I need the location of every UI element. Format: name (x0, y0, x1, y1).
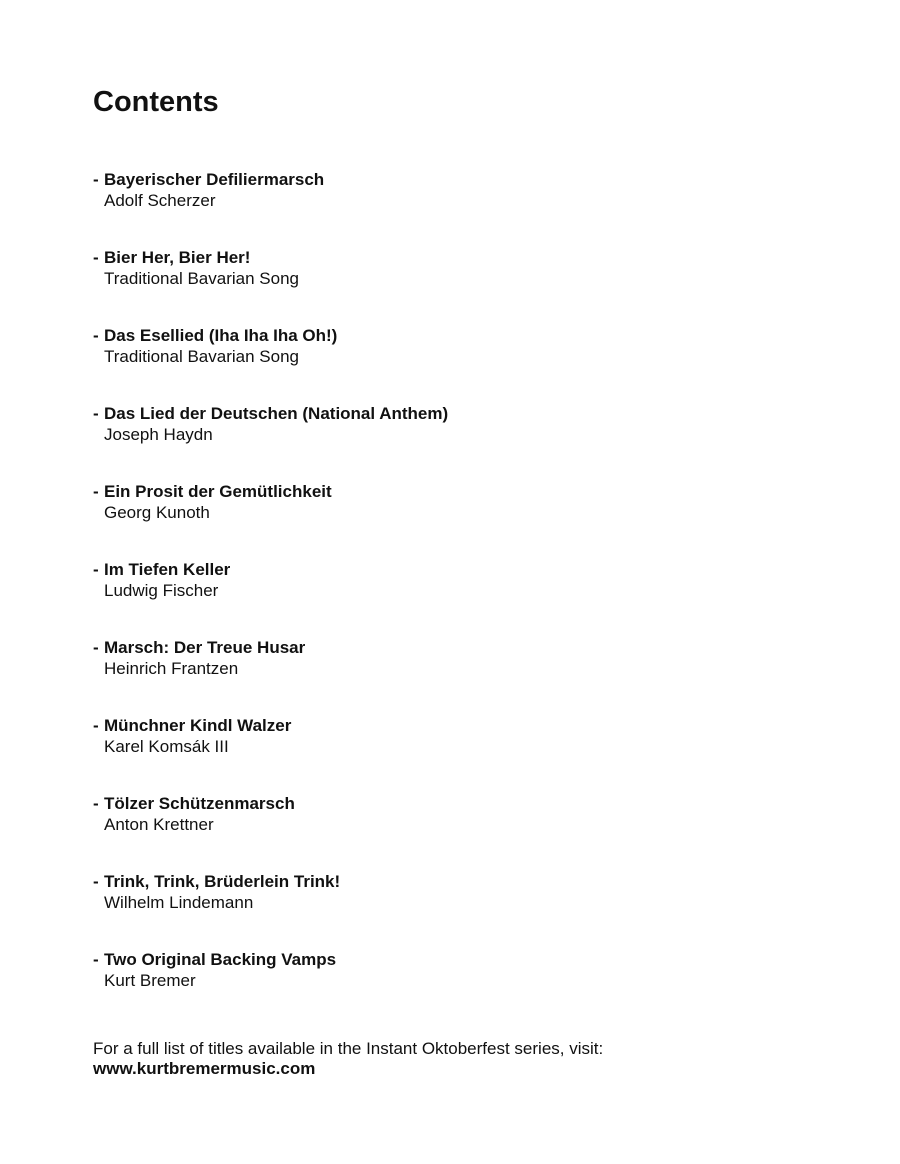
entry-composer: Georg Kunoth (104, 503, 210, 522)
entry-title-line (93, 326, 793, 346)
entry-composer: Adolf Scherzer (104, 191, 216, 210)
entry-composer: Ludwig Fischer (104, 581, 219, 600)
entry-title-line (93, 638, 793, 658)
entry-dash: - (93, 638, 99, 657)
entry-title-line (93, 248, 793, 268)
entry-composer: Anton Krettner (104, 815, 214, 834)
entry-title: Das Lied der Deutschen (National Anthem) (104, 404, 449, 423)
entry-dash: - (93, 872, 99, 891)
contents-list (93, 170, 793, 1028)
entry-dash: - (93, 560, 99, 579)
contents-entry (93, 872, 793, 950)
entry-dash: - (93, 326, 99, 345)
page-title: Contents (93, 86, 219, 118)
entry-composer: Kurt Bremer (104, 971, 196, 990)
entry-title: Bayerischer Defiliermarsch (104, 170, 325, 189)
entry-title-line (93, 404, 793, 424)
entry-title-line (93, 950, 793, 970)
entry-composer: Heinrich Frantzen (104, 659, 239, 678)
entry-dash: - (93, 794, 99, 813)
entry-composer: Traditional Bavarian Song (104, 347, 299, 366)
contents-entry (93, 326, 793, 404)
entry-title-line (93, 170, 793, 190)
entry-dash: - (93, 716, 99, 735)
entry-composer: Wilhelm Lindemann (104, 893, 254, 912)
entry-title: Trink, Trink, Brüderlein Trink! (104, 872, 341, 891)
contents-entry (93, 170, 793, 248)
contents-entry (93, 248, 793, 326)
entry-title-line (93, 482, 793, 502)
entry-title: Ein Prosit der Gemütlichkeit (104, 482, 332, 501)
entry-dash: - (93, 482, 99, 501)
entry-title-line (93, 560, 793, 580)
contents-entry (93, 716, 793, 794)
contents-entry (93, 638, 793, 716)
entry-dash: - (93, 170, 99, 189)
entry-title: Tölzer Schützenmarsch (104, 794, 295, 813)
entry-title-line (93, 716, 793, 736)
entry-title: Im Tiefen Keller (104, 560, 231, 579)
contents-entry (93, 794, 793, 872)
entry-dash: - (93, 404, 99, 423)
entry-title-line (93, 794, 793, 814)
contents-entry (93, 482, 793, 560)
entry-composer: Traditional Bavarian Song (104, 269, 299, 288)
entry-title: Two Original Backing Vamps (104, 950, 337, 969)
entry-dash: - (93, 950, 99, 969)
entry-composer: Joseph Haydn (104, 425, 213, 444)
contents-entry (93, 404, 793, 482)
contents-entry (93, 560, 793, 638)
entry-title: Marsch: Der Treue Husar (104, 638, 306, 657)
entry-title: Das Esellied (Iha Iha Iha Oh!) (104, 326, 338, 345)
website-link[interactable]: www.kurtbremermusic.com (93, 1059, 316, 1078)
footer-note (93, 1039, 853, 1079)
entry-composer: Karel Komsák III (104, 737, 229, 756)
contents-entry (93, 950, 793, 1028)
entry-title-line (93, 872, 793, 892)
entry-dash: - (93, 248, 99, 267)
entry-title: Münchner Kindl Walzer (104, 716, 292, 735)
footer-text: For a full list of titles available in the Instant Oktoberfest series, visit: (93, 1039, 604, 1058)
entry-title: Bier Her, Bier Her! (104, 248, 251, 267)
